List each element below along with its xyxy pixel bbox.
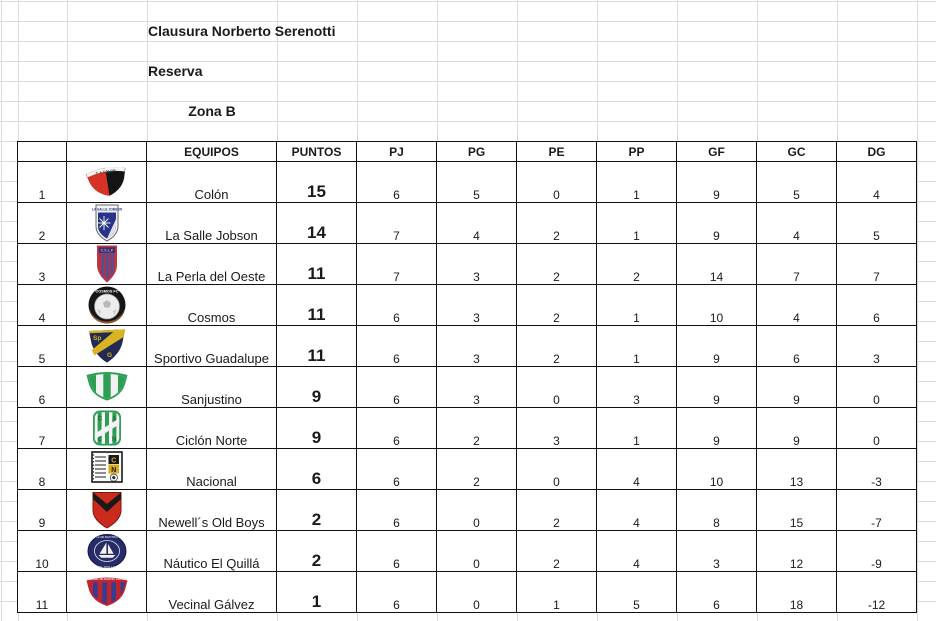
pe-cell[interactable]: 0	[517, 449, 597, 490]
pg-cell[interactable]: 3	[437, 285, 517, 326]
team-logo-cell	[67, 490, 147, 531]
dg-cell[interactable]: -12	[837, 572, 917, 613]
puntos-cell[interactable]: 11	[277, 244, 357, 285]
table-row	[18, 490, 917, 531]
team-name-cell[interactable]: Colón	[147, 162, 277, 203]
pp-cell[interactable]: 5	[597, 572, 677, 613]
standings-table	[17, 141, 917, 613]
nautico-el-quilla-crest-icon	[67, 531, 146, 571]
newells-old-boys-crest-icon	[67, 490, 146, 530]
position-cell[interactable]: 7	[18, 408, 67, 449]
gf-cell[interactable]: 9	[677, 162, 757, 203]
team-logo-cell	[67, 449, 147, 490]
pp-cell[interactable]: 1	[597, 326, 677, 367]
position-cell[interactable]: 1	[18, 162, 67, 203]
pg-cell[interactable]: 3	[437, 326, 517, 367]
dg-cell[interactable]: 4	[837, 162, 917, 203]
pg-cell[interactable]: 3	[437, 244, 517, 285]
pp-cell[interactable]: 1	[597, 162, 677, 203]
pe-cell[interactable]: 1	[517, 572, 597, 613]
team-logo-cell	[67, 531, 147, 572]
cosmos-crest-icon	[67, 285, 146, 325]
pj-cell[interactable]: 6	[357, 490, 437, 531]
table-row	[18, 449, 917, 490]
position-cell[interactable]: 2	[18, 203, 67, 244]
svg-text:C: C	[97, 416, 102, 423]
gf-cell[interactable]: 14	[677, 244, 757, 285]
header-pj[interactable]: PJ	[357, 142, 437, 162]
gf-cell[interactable]: 8	[677, 490, 757, 531]
pp-cell[interactable]: 1	[597, 408, 677, 449]
position-cell[interactable]: 5	[18, 326, 67, 367]
header-equipos[interactable]: EQUIPOS	[147, 142, 277, 162]
dg-cell[interactable]: 0	[837, 408, 917, 449]
puntos-cell[interactable]: 14	[277, 203, 357, 244]
pe-cell[interactable]: 2	[517, 285, 597, 326]
svg-text:CLUB NAUTICO: CLUB NAUTICO	[95, 535, 118, 539]
svg-text:C.A.COLON: C.A.COLON	[94, 168, 116, 176]
gf-cell[interactable]: 6	[677, 572, 757, 613]
position-cell[interactable]: 10	[18, 531, 67, 572]
team-name-cell[interactable]: Ciclón Norte	[147, 408, 277, 449]
team-logo-cell	[67, 326, 147, 367]
gc-cell[interactable]: 5	[757, 162, 837, 203]
position-cell[interactable]: 8	[18, 449, 67, 490]
puntos-cell[interactable]: 11	[277, 285, 357, 326]
gridline	[0, 41, 936, 42]
pg-cell[interactable]: 0	[437, 531, 517, 572]
gridline	[0, 1, 936, 2]
puntos-cell[interactable]: 2	[277, 490, 357, 531]
header-row	[18, 142, 917, 162]
position-cell[interactable]: 11	[18, 572, 67, 613]
nacional-crest-icon	[67, 449, 146, 489]
gf-cell[interactable]: 9	[677, 408, 757, 449]
table-row	[18, 244, 917, 285]
gf-cell[interactable]: 3	[677, 531, 757, 572]
sportivo-guadalupe-crest-icon	[67, 326, 146, 366]
header-gc[interactable]: GC	[757, 142, 837, 162]
table-row	[18, 531, 917, 572]
table-row	[18, 572, 917, 613]
sanjustino-crest-icon	[67, 367, 146, 407]
dg-cell[interactable]: 0	[837, 367, 917, 408]
dg-cell[interactable]: 7	[837, 244, 917, 285]
svg-text:C: C	[110, 457, 116, 465]
pe-cell[interactable]: 2	[517, 326, 597, 367]
category-title-cell[interactable]: Reserva	[148, 63, 203, 79]
team-logo-cell	[67, 203, 147, 244]
svg-text:G: G	[106, 352, 112, 359]
zone-title-cell[interactable]: Zona B	[188, 103, 236, 119]
dg-cell[interactable]: -3	[837, 449, 917, 490]
table-row	[18, 162, 917, 203]
dg-cell[interactable]: 6	[837, 285, 917, 326]
pe-cell[interactable]: 2	[517, 244, 597, 285]
team-name-cell[interactable]: Náutico El Quillá	[147, 531, 277, 572]
puntos-cell[interactable]: 11	[277, 326, 357, 367]
position-cell[interactable]: 3	[18, 244, 67, 285]
svg-text:C.S.L.P: C.S.L.P	[100, 248, 113, 253]
vecinal-galvez-crest-icon	[67, 572, 146, 612]
pj-cell[interactable]: 6	[357, 531, 437, 572]
team-name-cell[interactable]: Newell´s Old Boys	[147, 490, 277, 531]
gridline	[0, 81, 936, 82]
svg-text:A: A	[111, 416, 116, 423]
puntos-cell[interactable]: 15	[277, 162, 357, 203]
pp-cell[interactable]: 4	[597, 490, 677, 531]
team-name-cell[interactable]: Vecinal Gálvez	[147, 572, 277, 613]
gf-cell[interactable]: 10	[677, 449, 757, 490]
svg-text:C: C	[97, 437, 102, 443]
pg-cell[interactable]: 2	[437, 449, 517, 490]
header-spacer-position	[18, 142, 67, 162]
puntos-cell[interactable]: 2	[277, 531, 357, 572]
pe-cell[interactable]: 0	[517, 367, 597, 408]
pe-cell[interactable]: 0	[517, 162, 597, 203]
pp-cell[interactable]: 3	[597, 367, 677, 408]
pp-cell[interactable]: 4	[597, 531, 677, 572]
tournament-title-cell[interactable]: Clausura Norberto Serenotti	[148, 23, 336, 39]
team-logo-cell	[67, 285, 147, 326]
table-row	[18, 326, 917, 367]
puntos-cell[interactable]: 9	[277, 367, 357, 408]
colon-crest-icon	[67, 162, 146, 202]
header-puntos[interactable]: PUNTOS	[277, 142, 357, 162]
table-row	[18, 367, 917, 408]
svg-text:EL QUILLA: EL QUILLA	[98, 564, 115, 569]
la-salle-jobson-crest-icon	[67, 203, 146, 243]
position-cell[interactable]: 4	[18, 285, 67, 326]
team-name-cell[interactable]: La Salle Jobson	[147, 203, 277, 244]
table-row	[18, 285, 917, 326]
gc-cell[interactable]: 7	[757, 244, 837, 285]
puntos-cell[interactable]: 1	[277, 572, 357, 613]
gc-cell[interactable]: 4	[757, 285, 837, 326]
gc-cell[interactable]: 15	[757, 490, 837, 531]
team-logo-cell	[67, 244, 147, 285]
dg-cell[interactable]: 5	[837, 203, 917, 244]
gridline	[0, 61, 936, 62]
header-spacer-logo	[67, 142, 147, 162]
dg-cell[interactable]: 3	[837, 326, 917, 367]
team-name-cell[interactable]: Sanjustino	[147, 367, 277, 408]
puntos-cell[interactable]: 9	[277, 408, 357, 449]
gridline	[0, 21, 936, 22]
pj-cell[interactable]: 7	[357, 203, 437, 244]
table-row	[18, 408, 917, 449]
gc-cell[interactable]: 13	[757, 449, 837, 490]
dg-cell[interactable]: -7	[837, 490, 917, 531]
header-dg[interactable]: DG	[837, 142, 917, 162]
table-row	[18, 203, 917, 244]
pp-cell[interactable]: 4	[597, 449, 677, 490]
pj-cell[interactable]: 6	[357, 162, 437, 203]
ciclon-norte-crest-icon	[67, 408, 146, 448]
pp-cell[interactable]: 1	[597, 203, 677, 244]
team-name-cell[interactable]: Sportivo Guadalupe	[147, 326, 277, 367]
pj-cell[interactable]: 6	[357, 572, 437, 613]
pj-cell[interactable]: 6	[357, 326, 437, 367]
gf-cell[interactable]: 9	[677, 326, 757, 367]
header-pp[interactable]: PP	[597, 142, 677, 162]
gridline	[0, 121, 936, 122]
team-name-cell[interactable]: La Perla del Oeste	[147, 244, 277, 285]
gf-cell[interactable]: 9	[677, 203, 757, 244]
header-pg[interactable]: PG	[437, 142, 517, 162]
header-pe[interactable]: PE	[517, 142, 597, 162]
gridline	[917, 0, 918, 621]
svg-text:COSMOS FC: COSMOS FC	[95, 289, 118, 294]
pe-cell[interactable]: 2	[517, 490, 597, 531]
team-logo-cell	[67, 367, 147, 408]
header-gf[interactable]: GF	[677, 142, 757, 162]
team-name-cell[interactable]: Nacional	[147, 449, 277, 490]
svg-text:N: N	[110, 466, 116, 474]
pe-cell[interactable]: 3	[517, 408, 597, 449]
svg-text:LA SALLE JOBSON: LA SALLE JOBSON	[91, 207, 122, 212]
pg-cell[interactable]: 0	[437, 490, 517, 531]
gridline	[0, 101, 936, 102]
pp-cell[interactable]: 1	[597, 285, 677, 326]
position-cell[interactable]: 6	[18, 367, 67, 408]
dg-cell[interactable]: -9	[837, 531, 917, 572]
pj-cell[interactable]: 6	[357, 408, 437, 449]
gridline	[1, 0, 2, 621]
gc-cell[interactable]: 4	[757, 203, 837, 244]
team-logo-cell	[67, 408, 147, 449]
team-name-cell[interactable]: Cosmos	[147, 285, 277, 326]
pj-cell[interactable]: 7	[357, 244, 437, 285]
pg-cell[interactable]: 0	[437, 572, 517, 613]
pj-cell[interactable]: 6	[357, 285, 437, 326]
pg-cell[interactable]: 4	[437, 203, 517, 244]
gc-cell[interactable]: 9	[757, 367, 837, 408]
puntos-cell[interactable]: 6	[277, 449, 357, 490]
svg-text:VECINAL DE MANUEL GALVEZ: VECINAL DE MANUEL GALVEZ	[87, 578, 126, 581]
pe-cell[interactable]: 2	[517, 531, 597, 572]
pj-cell[interactable]: 6	[357, 449, 437, 490]
gc-cell[interactable]: 18	[757, 572, 837, 613]
gf-cell[interactable]: 10	[677, 285, 757, 326]
svg-text:Sp: Sp	[92, 335, 101, 342]
team-logo-cell	[67, 162, 147, 203]
gc-cell[interactable]: 6	[757, 326, 837, 367]
pg-cell[interactable]: 5	[437, 162, 517, 203]
pg-cell[interactable]: 3	[437, 367, 517, 408]
pj-cell[interactable]: 6	[357, 367, 437, 408]
pe-cell[interactable]: 2	[517, 203, 597, 244]
position-cell[interactable]: 9	[18, 490, 67, 531]
pg-cell[interactable]: 2	[437, 408, 517, 449]
team-logo-cell	[67, 572, 147, 613]
gf-cell[interactable]: 9	[677, 367, 757, 408]
gc-cell[interactable]: 9	[757, 408, 837, 449]
la-perla-del-oeste-crest-icon	[67, 244, 146, 284]
gc-cell[interactable]: 12	[757, 531, 837, 572]
svg-text:N: N	[111, 437, 116, 443]
pp-cell[interactable]: 2	[597, 244, 677, 285]
